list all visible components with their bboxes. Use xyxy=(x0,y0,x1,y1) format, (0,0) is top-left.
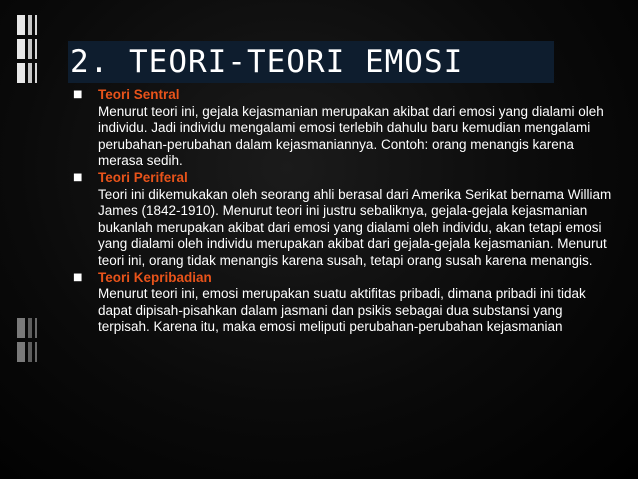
item-heading: Teori Sentral xyxy=(98,87,180,102)
item-body: Teori ini dikemukakan oleh seorang ahli berasal dari Amerika Serikat bernama William James (1842-1910). Menurut teori ini justru sebaliknya, gejala-gejala kejasmanian bukanlah merupakan akibat dari emosi yang dialami oleh individu, akan tetapi emosi yang dialami oleh individu merupakan akibat dari gejala-gejala kejasmanian. Menurut teori ini, orang tidak menangis karena susah, tetapi orang susah karena menangis. xyxy=(98,186,612,268)
item-body: Menurut teori ini, gejala kejasmanian merupakan akibat dari emosi yang dialami oleh individu. Jadi individu mengalami emosi terlebih dahulu baru kemudian mengalami perubahan-perubahan dalam kejasmaniannya. Contoh: orang menangis karena merasa sedih. xyxy=(98,103,604,169)
slide-title: 2. TEORI-TEORI EMOSI xyxy=(70,44,464,80)
decorative-bars-bottom xyxy=(17,318,37,362)
item-heading: Teori Kepribadian xyxy=(98,269,212,285)
item-heading: Teori Periferal xyxy=(98,169,188,185)
decorative-bar xyxy=(17,63,37,83)
list-item xyxy=(70,170,615,270)
square-bullet-icon: ■ xyxy=(73,171,83,183)
bullet-list xyxy=(70,87,615,336)
list-item xyxy=(70,270,615,336)
decorative-bars-top xyxy=(17,15,37,83)
item-body: Menurut teori ini, emosi merupakan suatu aktifitas pribadi, dimana pribadi ini tidak dapat dipisah-pisahkan dalam jasmani dan psikis sebagai dua substansi yang terpisah. Karena itu, maka emosi meliputi perubahan-perubahan kejasmanian xyxy=(98,286,586,335)
decorative-bar xyxy=(17,15,37,35)
decorative-bar xyxy=(17,318,37,338)
decorative-bar xyxy=(17,342,37,362)
decorative-bar xyxy=(17,39,37,59)
square-bullet-icon: ■ xyxy=(73,271,83,283)
square-bullet-icon: ■ xyxy=(73,89,83,100)
list-item xyxy=(70,87,615,170)
